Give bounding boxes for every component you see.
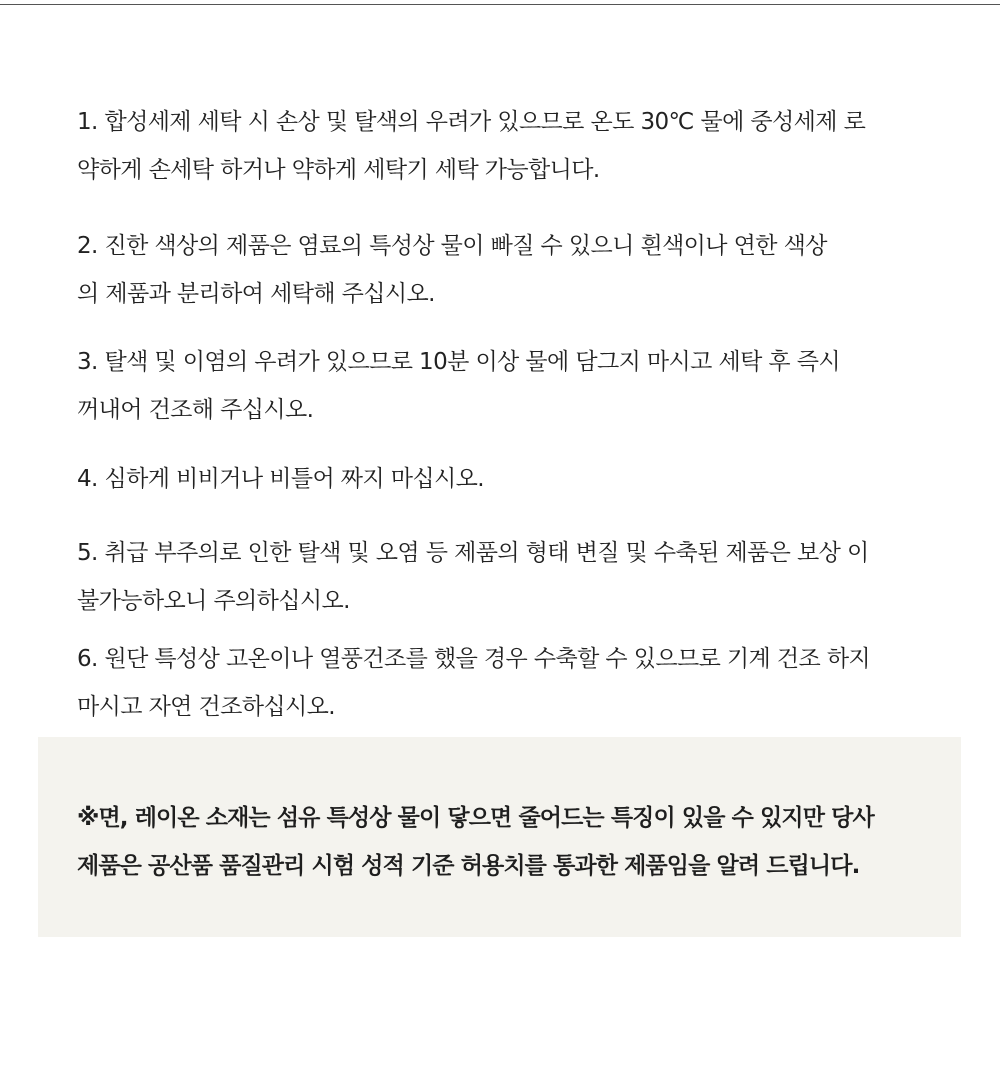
care-item-line: 4. 심하게 비비거나 비틀어 짜지 마십시오. — [77, 466, 484, 492]
care-item-line: 불가능하오니 주의하십시오. — [77, 588, 350, 614]
care-item-line: 약하게 손세탁 하거나 약하게 세탁기 세탁 가능합니다. — [77, 157, 600, 183]
care-item-line: 5. 취급 부주의로 인한 탈색 및 오염 등 제품의 형태 변질 및 수축된 제품은 보상 이 — [77, 540, 869, 566]
care-item-line: 의 제품과 분리하여 세탁해 주십시오. — [77, 281, 435, 307]
care-item-line: 3. 탈색 및 이염의 우려가 있으므로 10분 이상 물에 담그지 마시고 세탁 후 즉시 — [77, 349, 840, 375]
care-item-4 — [77, 455, 947, 503]
notice-box — [38, 737, 961, 937]
care-item-line: 1. 합성세제 세탁 시 손상 및 탈색의 우려가 있으므로 온도 30℃ 물에 중성세제 로 — [77, 109, 866, 135]
care-item-line: 6. 원단 특성상 고온이나 열풍건조를 했을 경우 수축할 수 있으므로 기계 건조 하지 — [77, 646, 871, 672]
care-item-1 — [77, 98, 947, 194]
care-item-5 — [77, 529, 947, 625]
notice-line: ※면, 레이온 소재는 섬유 특성상 물이 닿으면 줄어드는 특징이 있을 수 있지만 당사 — [77, 805, 874, 831]
care-item-line: 꺼내어 건조해 주십시오. — [77, 397, 314, 423]
care-item-6 — [77, 635, 947, 731]
care-item-line: 2. 진한 색상의 제품은 염료의 특성상 물이 빠질 수 있으니 흰색이나 연한 색상 — [77, 233, 827, 259]
care-item-3 — [77, 338, 947, 434]
notice-line: 제품은 공산품 품질관리 시험 성적 기준 허용치를 통과한 제품임을 알려 드립니다. — [77, 853, 860, 879]
notice-text — [77, 794, 937, 890]
care-item-2 — [77, 222, 947, 318]
care-item-line: 마시고 자연 건조하십시오. — [77, 694, 335, 720]
top-divider — [0, 4, 1000, 5]
